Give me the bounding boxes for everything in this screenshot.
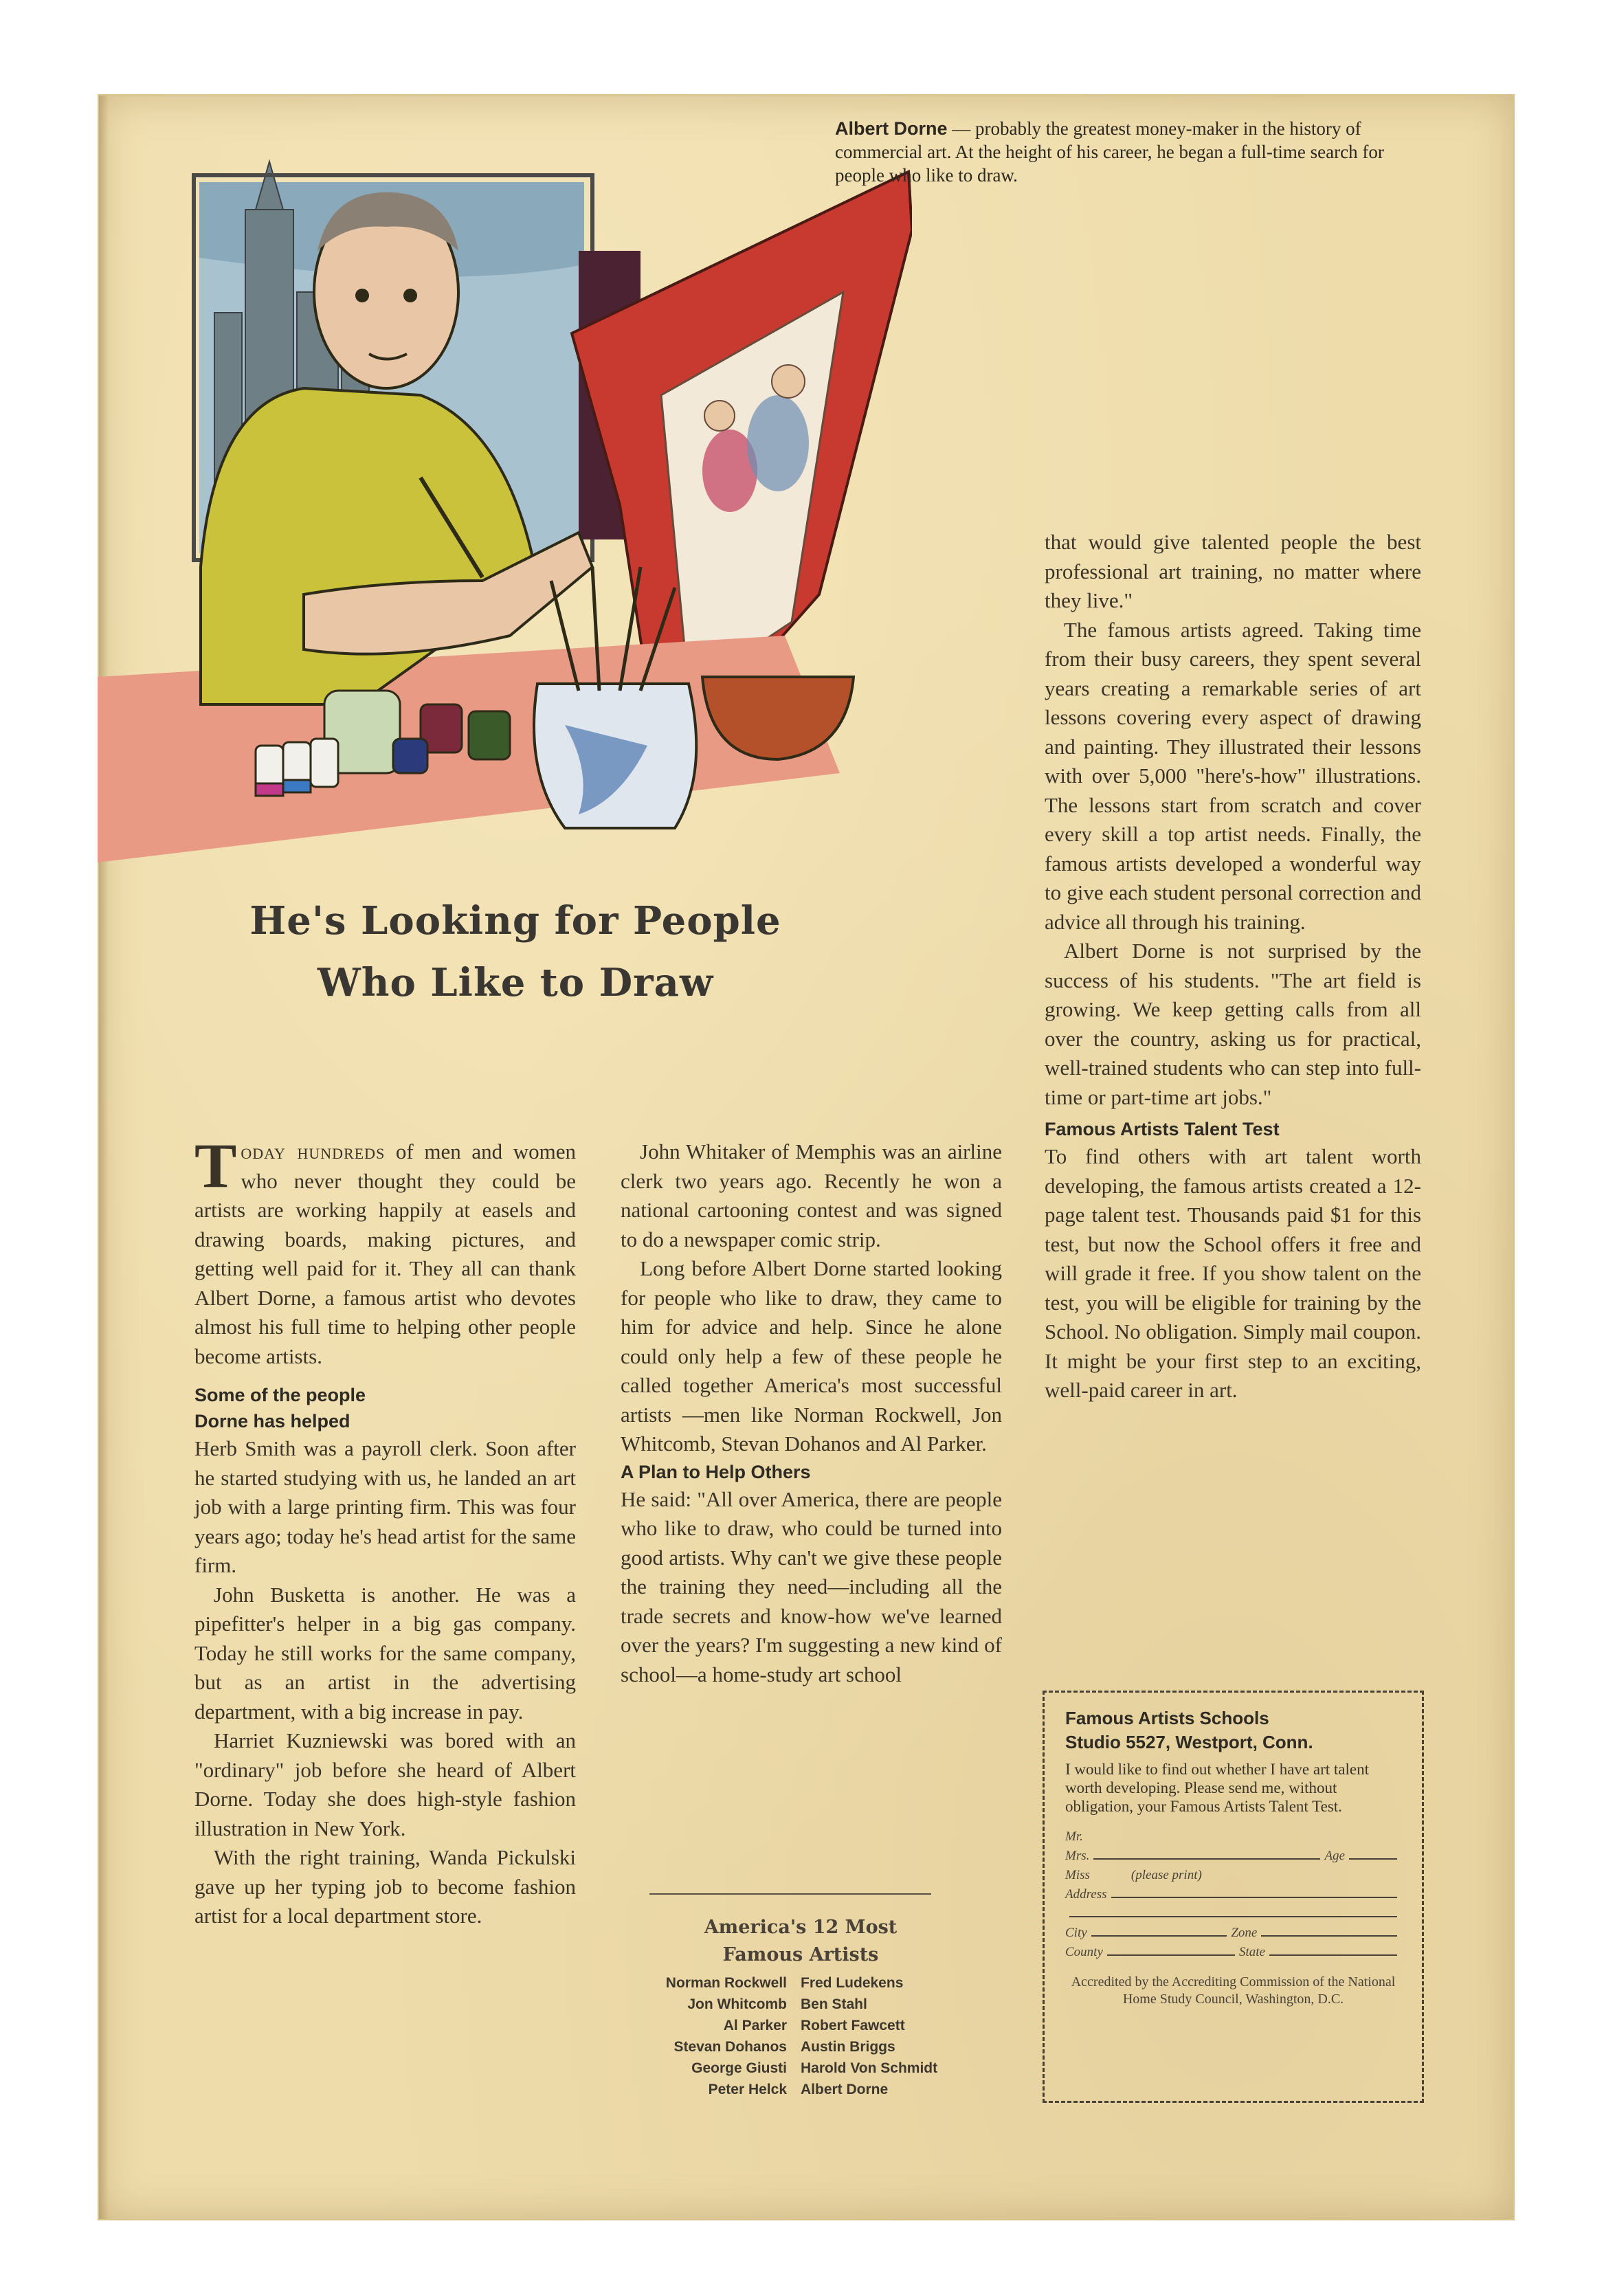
artist-name: George Giusti xyxy=(691,2060,787,2076)
city-line[interactable] xyxy=(1091,1935,1227,1937)
column-1 xyxy=(194,1130,576,1931)
artists-list xyxy=(608,1972,1021,2100)
artist-name: Al Parker xyxy=(723,2018,787,2033)
artists-box-rule xyxy=(649,1893,931,1895)
artist-name: Norman Rockwell xyxy=(665,1975,787,1991)
artist-name: Robert Fawcett xyxy=(801,2018,905,2033)
caption-name: Albert Dorne xyxy=(835,118,948,139)
artist-name: Stevan Dohanos xyxy=(673,2039,787,2055)
state-line[interactable] xyxy=(1269,1954,1397,1956)
paragraph-herb-smith: Herb Smith was a payroll clerk. Soon after he started studying with us, he landed an art job with a large printing firm. This was four years ago; today he's head artist for the same firm. xyxy=(194,1436,576,1577)
paragraph-artists-agreed: The famous artists agreed. Taking time from their busy careers, they spent several years creating a remarkable series of art lessons covering every aspect of drawing and painting. They illustrated their lessons with over 5,000 "here's-how" illustrations. The lessons start from scratch and cover every skill a top artist needs. Finally, the famous artists developed a wonderful way to give each student personal correction and advice all through his training. xyxy=(1045,617,1421,934)
label-mrs: Mrs. xyxy=(1065,1849,1090,1863)
coupon-school-name: Famous Artists Schools xyxy=(1065,1708,1269,1728)
paragraph-not-surprised: Albert Dorne is not surprised by the success of his students. "The art field is growing. We keep getting calls from all over the country, asking us for practical, well-trained students who can step into full-time or part-time art jobs." xyxy=(1045,939,1421,1109)
paragraph-talent-test: To find others with art talent worth developing, the famous artists created a 12-page talent test. Thousands paid $1 for this test, but now the School offers it free and will grade it free. If you show talent on the test, you will be eligible for training by the School. No obligation. Simply mail coupon. It might be your first step to an exciting, well-paid career in art. xyxy=(1045,1144,1421,1402)
paragraph-john-busketta: John Busketta is another. He was a pipefitter's helper in a big gas company. Today he still works for the same company, but as an artist in the advertising department, with a big increase in pay. xyxy=(194,1582,576,1724)
coupon-name-field[interactable] xyxy=(1065,1844,1401,1864)
coupon-address-line-2[interactable] xyxy=(1065,1902,1401,1921)
artist-name: Fred Ludekens xyxy=(801,1975,904,1991)
zone-line[interactable] xyxy=(1261,1935,1397,1937)
address-line-2[interactable] xyxy=(1069,1916,1397,1917)
artist-name: Harold Von Schmidt xyxy=(801,2060,938,2076)
county-line[interactable] xyxy=(1107,1954,1235,1956)
headline-line-1: He's Looking for People xyxy=(249,898,781,944)
drop-cap: T xyxy=(194,1130,237,1201)
artists-title-line-2: Famous Artists xyxy=(722,1944,879,1965)
paragraph-harriet-kuzniewski: Harriet Kuzniewski was bored with an "ordinary" job before she heard of Albert Dorne. Today she does high-style fashion illustration in New York. xyxy=(194,1728,576,1840)
label-address: Address xyxy=(1065,1887,1107,1902)
label-mr: Mr. xyxy=(1065,1829,1083,1844)
coupon-address-field[interactable] xyxy=(1065,1883,1401,1902)
artists-row xyxy=(608,1994,1021,2015)
artists-row xyxy=(608,1972,1021,1994)
label-zone: Zone xyxy=(1231,1926,1258,1940)
intro-paragraph xyxy=(194,1130,576,1371)
artist-name: Jon Whitcomb xyxy=(687,1996,787,2012)
coupon-mr-row xyxy=(1065,1825,1401,1844)
artists-row xyxy=(608,2036,1021,2058)
label-county: County xyxy=(1065,1945,1103,1959)
paragraph-he-said: He said: "All over America, there are people who like to draw, who could be turned into good artists. Why can't we give these people the training they need—including all the trade secrets and know-how we've learned over the years? I'm suggesting a new kind of school—a home-study art school xyxy=(621,1486,1002,1686)
paragraph-continued: that would give talented people the best professional art training, no matter where they live." xyxy=(1045,530,1421,612)
label-state: State xyxy=(1238,1945,1265,1959)
headline xyxy=(124,890,907,1014)
artists-title-line-1: America's 12 Most xyxy=(704,1917,898,1938)
address-line[interactable] xyxy=(1111,1897,1397,1898)
illustration-caption xyxy=(835,117,1399,187)
artists-box-title xyxy=(608,1914,993,1969)
intro-text: of men and women who never thought they could be artists are working happily at easels and drawing boards, making pictures, and getting well paid for it. They all can thank Albert Dorne, a famous artist who devotes almost his full time to helping other people become artists. xyxy=(194,1139,576,1368)
artists-row xyxy=(608,2079,1021,2100)
column-3 xyxy=(1045,528,1421,1405)
coupon-city-field[interactable] xyxy=(1065,1921,1401,1941)
coupon-accreditation: Accredited by the Accrediting Commission of the National Home Study Council, Washington, D.C. xyxy=(1071,1974,1396,2007)
artist-name: Austin Briggs xyxy=(801,2039,895,2055)
subhead-plan: A Plan to Help Others xyxy=(621,1461,811,1482)
artist-name: Albert Dorne xyxy=(801,2082,889,2097)
name-line[interactable] xyxy=(1093,1858,1320,1860)
artist-illustration xyxy=(98,86,912,862)
coupon-county-field[interactable] xyxy=(1065,1941,1401,1960)
headline-line-2: Who Like to Draw xyxy=(317,960,714,1005)
label-please-print: (please print) xyxy=(1130,1868,1202,1882)
label-age: Age xyxy=(1324,1849,1345,1863)
paragraph-john-whitaker: John Whitaker of Memphis was an airline clerk two years ago. Recently he won a national cartooning contest and was signed to do a newspaper comic strip. xyxy=(621,1139,1002,1251)
mail-coupon[interactable] xyxy=(1043,1691,1424,2103)
coupon-miss-row xyxy=(1065,1864,1401,1883)
coupon-form-fields xyxy=(1065,1825,1401,1960)
paragraph-long-before: Long before Albert Dorne started looking for people who like to draw, they came to him for advice and help. Since he alone could only help a few of these people he called together America's most successful artists —men like Norman Rockwell, Jon Whitcomb, Stevan Dohanos and Al Parker. xyxy=(621,1256,1002,1456)
coupon-request-text: I would like to find out whether I have art talent worth developing. Please send me, without obligation, your Famous Artists Talent Test. xyxy=(1065,1761,1369,1815)
artists-row xyxy=(608,2058,1021,2079)
subhead-people-helped-1: Some of the people xyxy=(194,1385,366,1405)
artist-name: Peter Helck xyxy=(708,2082,787,2097)
coupon-studio-address: Studio 5527, Westport, Conn. xyxy=(1065,1732,1313,1752)
caption-text: — probably the greatest money-maker in the history of commercial art. At the height of his career, he began a full-time search for people who like to draw. xyxy=(835,118,1384,186)
label-miss: Miss xyxy=(1065,1868,1090,1882)
artists-row xyxy=(608,2015,1021,2036)
subhead-talent-test: Famous Artists Talent Test xyxy=(1045,1119,1280,1139)
artist-name: Ben Stahl xyxy=(801,1996,867,2012)
column-2 xyxy=(621,1137,1002,1689)
age-line[interactable] xyxy=(1349,1858,1397,1860)
intro-small-caps: oday hundreds xyxy=(241,1139,386,1163)
paragraph-wanda-pickulski: With the right training, Wanda Pickulski gave up her typing job to become fashion artist for a local department store. xyxy=(194,1845,576,1928)
subhead-people-helped-2: Dorne has helped xyxy=(194,1411,350,1431)
label-city: City xyxy=(1065,1926,1087,1940)
